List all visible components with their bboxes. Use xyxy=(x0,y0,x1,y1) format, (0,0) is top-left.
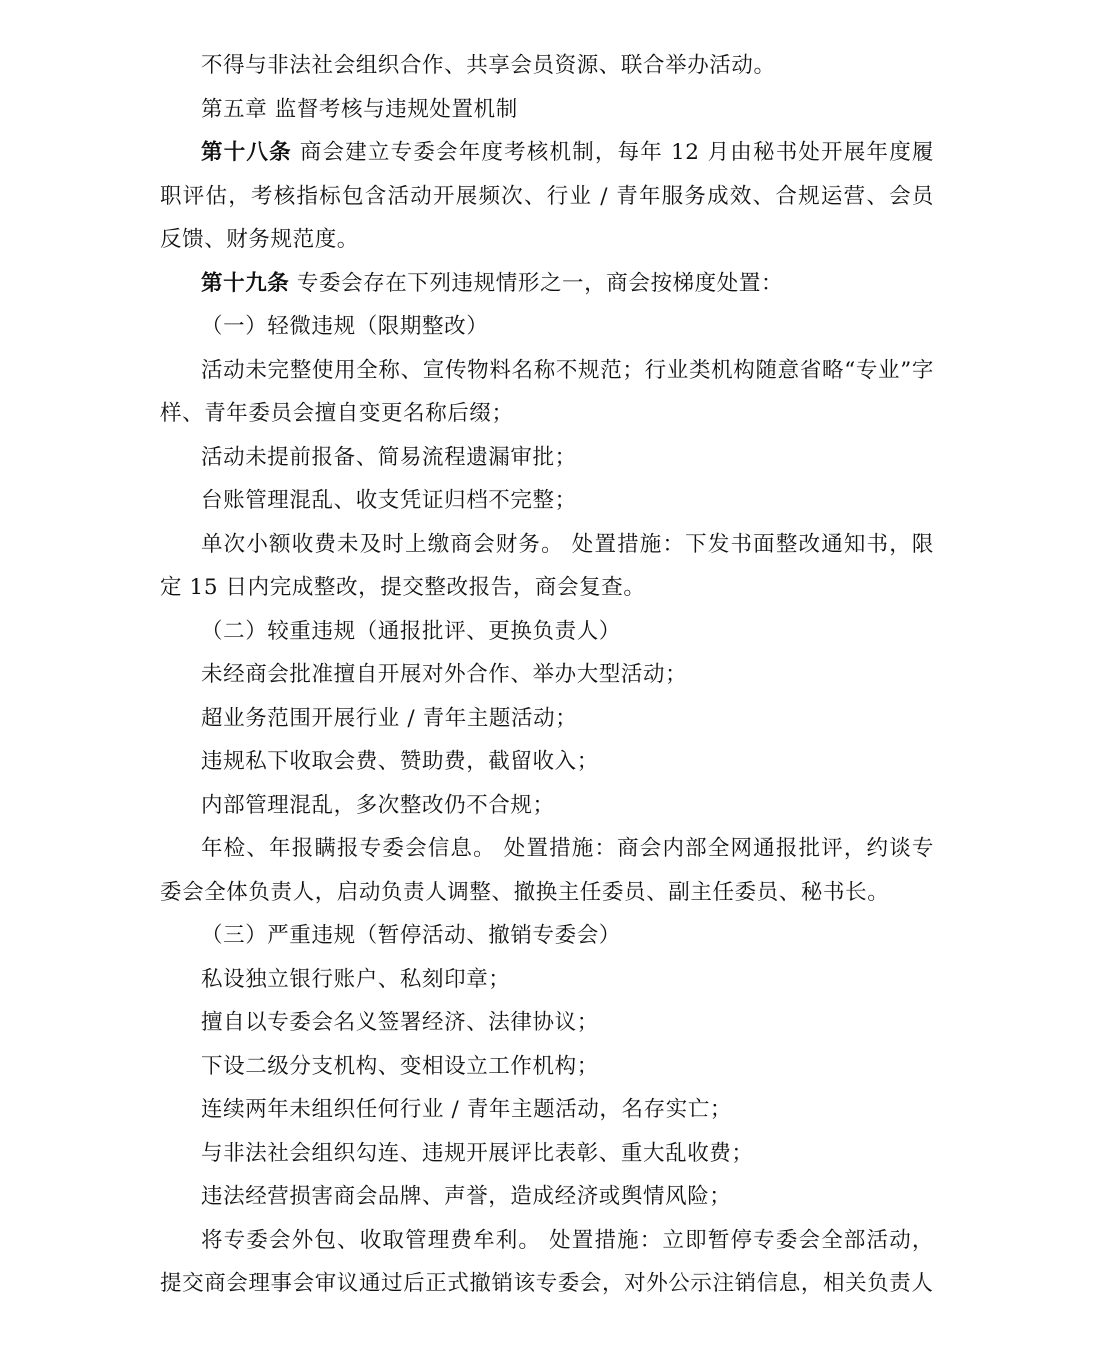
list-item-text: 违法经营损害商会品牌、声誉，造成经济或舆情风险； xyxy=(201,1184,732,1209)
list-item xyxy=(160,436,934,480)
list-item xyxy=(160,1045,934,1089)
list-item xyxy=(160,349,934,436)
list-item xyxy=(160,697,934,741)
article-19 xyxy=(160,262,934,306)
minor-violation-heading xyxy=(160,305,934,349)
article-18 xyxy=(160,131,934,262)
article-18-text: 商会建立专委会年度考核机制，每年 12 月由秘书处开展年度履职评估，考核指标包含活动开展频次、行业 / 青年服务成效、合规运营、会员反馈、财务规范度。 xyxy=(160,140,934,252)
list-item-text: 下设二级分支机构、变相设立工作机构； xyxy=(201,1053,599,1079)
article-18-label: 第十八条 xyxy=(201,140,292,165)
list-item-text: 台账管理混乱、收支凭证归档不完整； xyxy=(201,488,577,513)
list-item-text: 连续两年未组织任何行业 / 青年主题活动，名存实亡； xyxy=(201,1097,733,1122)
list-item-text: 单次小额收费未及时上缴商会财务。 处置措施：下发书面整改通知书，限定 15 日内完成整改，提交整改报告，商会复查。 xyxy=(160,531,934,600)
list-item-text: 与非法社会组织勾连、违规开展评比表彰、重大乱收费； xyxy=(201,1140,754,1166)
paragraph-cooperation-ban xyxy=(160,44,934,88)
list-item-text: 擅自以专委会名义签署经济、法律协议； xyxy=(201,1010,599,1035)
list-item-text: 违规私下收取会费、赞助费，截留收入； xyxy=(201,749,599,774)
list-item-text: 内部管理混乱，多次整改仍不合规； xyxy=(201,792,555,818)
list-item-text: 超业务范围开展行业 / 青年主题活动； xyxy=(201,705,578,731)
list-item-text: 活动未提前报备、简易流程遗漏审批； xyxy=(201,444,577,470)
article-19-text: 专委会存在下列违规情形之一，商会按梯度处置： xyxy=(289,270,784,296)
list-item xyxy=(160,1088,934,1132)
list-item xyxy=(160,1132,934,1176)
list-item xyxy=(160,1001,934,1045)
list-item xyxy=(160,740,934,784)
serious-violation-heading xyxy=(160,914,934,958)
list-item-text: 未经商会批准擅自开展对外合作、举办大型活动； xyxy=(201,662,688,687)
list-item xyxy=(160,479,934,523)
list-item xyxy=(160,1219,934,1306)
section-heading: （一）轻微违规（限期整改） xyxy=(201,314,489,339)
moderate-violation-heading xyxy=(160,610,934,654)
section-heading: （三）严重违规（暂停活动、撤销专委会） xyxy=(201,923,621,948)
list-item xyxy=(160,827,934,914)
list-item-text: 私设独立银行账户、私刻印章； xyxy=(201,966,511,992)
list-item-text: 将专委会外包、收取管理费牟利。 处置措施：立即暂停专委会全部活动，提交商会理事会审议通过后正式撤销该专委会，对外公示注销信息，相关负责人 xyxy=(160,1227,934,1296)
section-heading: （二）较重违规（通报批评、更换负责人） xyxy=(201,618,621,644)
chapter-title: 第五章 监督考核与违规处置机制 xyxy=(201,96,518,122)
list-item xyxy=(160,784,934,828)
list-item-text: 年检、年报瞒报专委会信息。 处置措施：商会内部全网通报批评，约谈专委会全体负责人，启动负责人调整、撤换主任委员、副主任委员、秘书长。 xyxy=(160,836,934,905)
list-item xyxy=(160,653,934,697)
article-19-label: 第十九条 xyxy=(201,270,290,296)
list-item xyxy=(160,1175,934,1219)
list-item-text: 活动未完整使用全称、宣传物料名称不规范；行业类机构随意省略“专业”字样、青年委员会擅自变更名称后缀； xyxy=(160,357,934,426)
list-item xyxy=(160,958,934,1002)
paragraph-text: 不得与非法社会组织合作、共享会员资源、联合举办活动。 xyxy=(201,53,776,78)
chapter-five-heading xyxy=(160,88,934,132)
list-item xyxy=(160,523,934,610)
